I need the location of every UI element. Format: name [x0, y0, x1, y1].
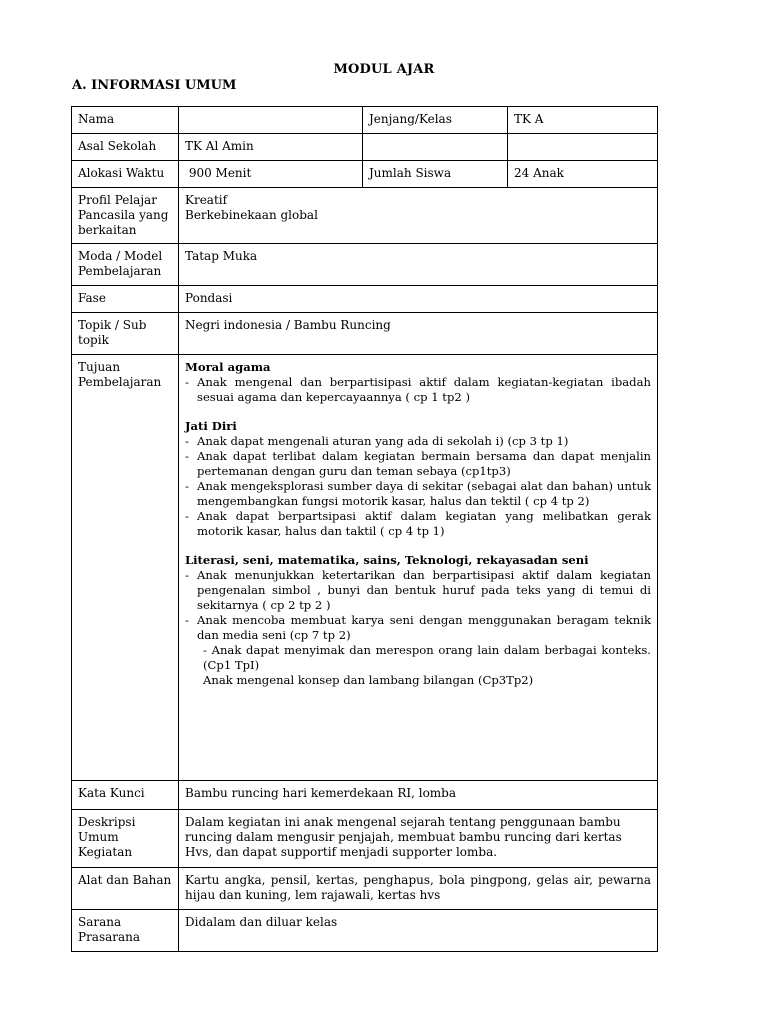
table-row: [72, 810, 658, 868]
list-item-text: Anak mengenal dan berpartisipasi aktif dalam kegiatan-kegiatan ibadah sesuai agama dan kepercayaannya ( cp 1 tp2 ): [197, 375, 651, 404]
cell-value: [179, 107, 363, 134]
cell-label: Jenjang/Kelas: [363, 107, 508, 134]
table-row: [72, 355, 658, 781]
list-item-text: Anak mengenal konsep dan lambang bilangan (Cp3Tp2): [203, 673, 534, 687]
literasi-heading: Literasi, seni, matematika, sains, Teknologi, rekayasadan seni: [185, 553, 589, 567]
list-item: - Anak dapat mengenali aturan yang ada di sekolah i) (cp 3 tp 1): [185, 434, 651, 449]
cell-value: 24 Anak: [508, 161, 658, 188]
cell-label: Jumlah Siswa: [363, 161, 508, 188]
list-item-text: Anak dapat terlibat dalam kegiatan bermain bersama dan dapat menjalin pertemanan dengan guru dan teman sebaya (cp1tp3): [197, 449, 651, 478]
table-row: [72, 286, 658, 313]
cell-value: [179, 188, 658, 244]
table-row: [72, 781, 658, 810]
table-row: [72, 161, 658, 188]
section-heading: A. INFORMASI UMUM: [72, 78, 237, 93]
profil-line: Berkebinekaan global: [185, 208, 318, 222]
cell-label: Kata Kunci: [72, 781, 179, 810]
tujuan-content: [179, 355, 658, 781]
info-table: [71, 106, 658, 952]
cell-label: Moda / Model Pembelajaran: [72, 244, 179, 286]
cell-value: Tatap Muka: [179, 244, 658, 286]
cell-value: Bambu runcing hari kemerdekaan RI, lomba: [179, 781, 658, 810]
cell-label: Fase: [72, 286, 179, 313]
list-item-text: Anak menunjukkan ketertarikan dan berpartisipasi aktif dalam kegiatan pengenalan simbol , bunyi dan bentuk huruf pada teks yang di temui di sekitarnya ( cp 2 tp 2 ): [197, 568, 651, 612]
cell-label: Profil Pelajar Pancasila yang berkaitan: [72, 188, 179, 244]
list-item-text: Anak mengeksplorasi sumber daya di sekitar (sebagai alat dan bahan) untuk mengembangkan fungsi motorik kasar, halus dan tektil ( cp 4 tp 2): [197, 479, 651, 508]
cell-label: Deskripsi Umum Kegiatan: [72, 810, 179, 868]
cell-value: [508, 134, 658, 161]
cell-value: TK Al Amin: [179, 134, 363, 161]
cell-label: Alokasi Waktu: [72, 161, 179, 188]
table-row: [72, 313, 658, 355]
cell-label: Sarana Prasarana: [72, 910, 179, 952]
cell-label: Topik / Sub topik: [72, 313, 179, 355]
list-item-text: - Anak dapat menyimak dan merespon orang lain dalam berbagai konteks. (Cp1 TpI): [203, 643, 651, 672]
cell-value: TK A: [508, 107, 658, 134]
cell-label: Tujuan Pembelajaran: [72, 355, 179, 781]
cell-value: Kartu angka, pensil, kertas, penghapus, bola pingpong, gelas air, pewarna hijau dan kuning, lem rajawali, kertas hvs: [179, 868, 658, 910]
list-item: - Anak mengeksplorasi sumber daya di sekitar (sebagai alat dan bahan) untuk mengembangkan fungsi motorik kasar, halus dan tektil ( cp 4 tp 2): [185, 479, 651, 508]
list-item-text: Anak dapat mengenali aturan yang ada di sekolah i) (cp 3 tp 1): [197, 434, 569, 448]
table-row: [72, 188, 658, 244]
table-row: [72, 868, 658, 910]
jati-diri-heading: Jati Diri: [185, 419, 237, 433]
table-row: [72, 910, 658, 952]
document-title: MODUL AJAR: [333, 62, 435, 77]
list-item: - Anak mengenal dan berpartisipasi aktif dalam kegiatan-kegiatan ibadah sesuai agama dan kepercayaannya ( cp 1 tp2 ): [185, 375, 651, 404]
list-item-text: Anak dapat berpartsipasi aktif dalam kegiatan yang melibatkan gerak motorik kasar, halus dan taktil ( cp 4 tp 1): [197, 509, 651, 538]
table-row: [72, 134, 658, 161]
list-item: - Anak dapat terlibat dalam kegiatan bermain bersama dan dapat menjalin pertemanan dengan guru dan teman sebaya (cp1tp3): [185, 449, 651, 478]
list-item: - Anak mencoba membuat karya seni dengan menggunakan beragam teknik dan media seni (cp 7 tp 2): [185, 613, 651, 642]
cell-label: [363, 134, 508, 161]
profil-line: Kreatif: [185, 193, 228, 207]
list-item-text: Anak mencoba membuat karya seni dengan menggunakan beragam teknik dan media seni (cp 7 tp 2): [197, 613, 651, 642]
table-row: [72, 107, 658, 134]
cell-value: 900 Menit: [179, 161, 363, 188]
list-item: - Anak dapat berpartsipasi aktif dalam kegiatan yang melibatkan gerak motorik kasar, halus dan taktil ( cp 4 tp 1): [185, 509, 651, 538]
cell-value: Didalam dan diluar kelas: [179, 910, 658, 952]
moral-heading: Moral agama: [185, 360, 271, 374]
list-item: - Anak menunjukkan ketertarikan dan berpartisipasi aktif dalam kegiatan pengenalan simbol , bunyi dan bentuk huruf pada teks yang di temui di sekitarnya ( cp 2 tp 2 ): [185, 568, 651, 612]
cell-label: Nama: [72, 107, 179, 134]
cell-value: Negri indonesia / Bambu Runcing: [179, 313, 658, 355]
cell-value: Dalam kegiatan ini anak mengenal sejarah tentang penggunaan bambu runcing dalam mengusir penjajah, membuat bambu runcing dari kertas Hvs, dan dapat supportif menjadi supporter lomba.: [179, 810, 658, 868]
cell-value: Pondasi: [179, 286, 658, 313]
table-row: [72, 244, 658, 286]
cell-label: Alat dan Bahan: [72, 868, 179, 910]
cell-label: Asal Sekolah: [72, 134, 179, 161]
